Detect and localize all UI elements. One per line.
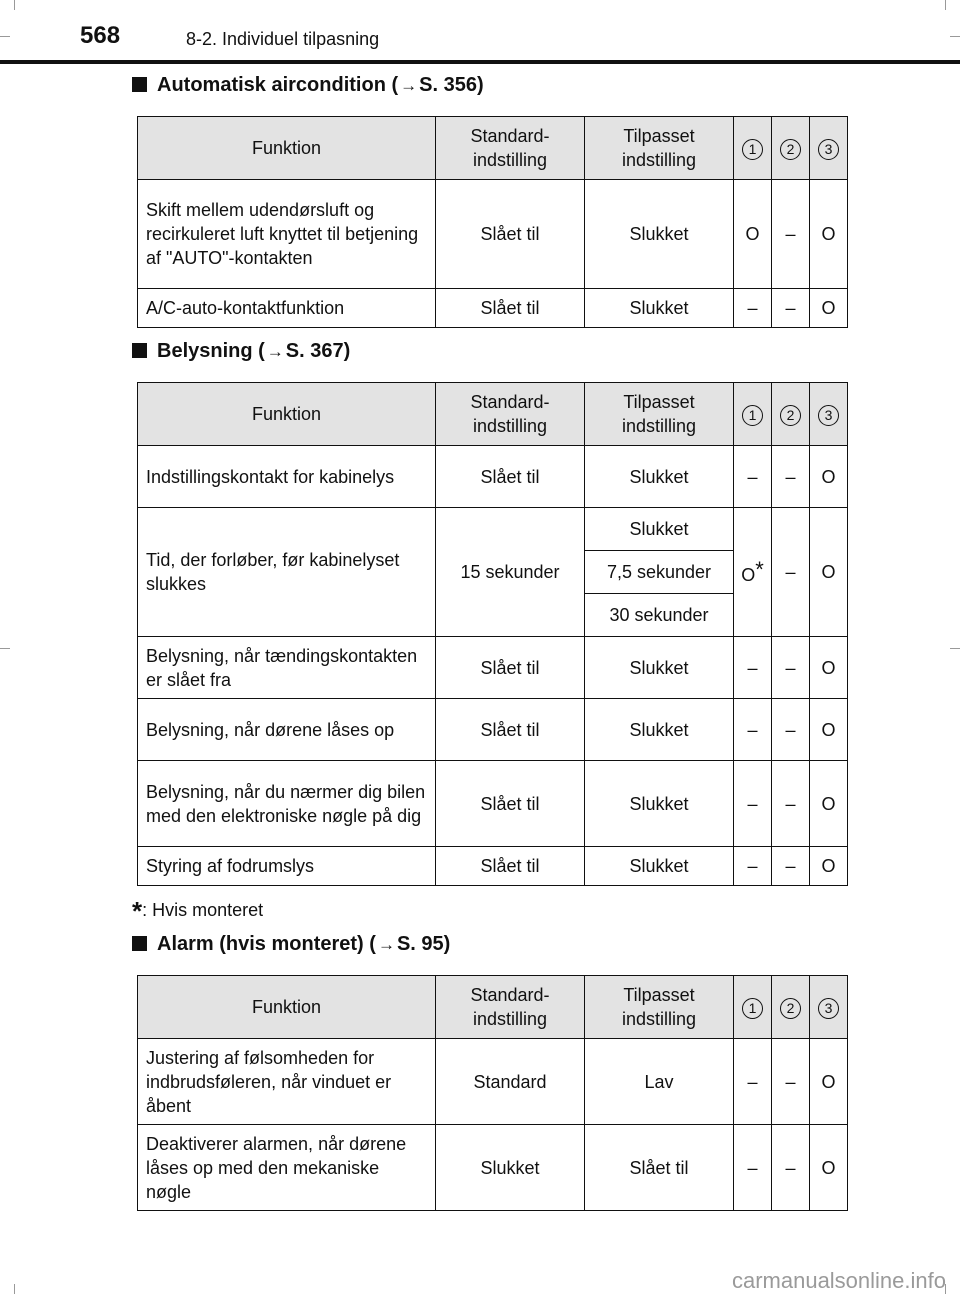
col3-cell: O (810, 699, 848, 761)
circled-number-3-icon: 3 (818, 139, 839, 160)
table-row (138, 1039, 848, 1125)
col3-cell: O (810, 446, 848, 508)
page-reference[interactable]: S. 95) (396, 933, 451, 955)
col3-cell: O (810, 1039, 848, 1125)
column-header-function: Funktion (138, 976, 436, 1039)
col2-cell: – (772, 1125, 810, 1211)
crop-mark (14, 0, 15, 10)
column-header-3 (810, 383, 848, 446)
arrow-right-icon: → (400, 76, 418, 95)
column-header-2 (772, 976, 810, 1039)
column-header-custom: Tilpasset indstilling (585, 976, 734, 1039)
col2-cell: – (772, 761, 810, 847)
col2-cell: – (772, 699, 810, 761)
custom-cell: Slået til (585, 1125, 734, 1211)
col1-cell: – (734, 761, 772, 847)
section-title-belysning (132, 340, 350, 363)
col2-cell: – (772, 446, 810, 508)
col1-cell: – (734, 289, 772, 328)
col1-cell: O (734, 180, 772, 289)
standard-cell: Slået til (436, 699, 585, 761)
footnote-text: : Hvis monteret (142, 900, 264, 920)
col1-cell (734, 508, 772, 637)
column-header-2 (772, 383, 810, 446)
column-header-function: Funktion (138, 117, 436, 180)
table-row (138, 699, 848, 761)
col3-cell: O (810, 289, 848, 328)
watermark: carmanualsonline.info (731, 1268, 946, 1293)
footnote-star-icon: * (132, 896, 143, 926)
col1-cell: – (734, 446, 772, 508)
custom-cell: Slukket (585, 446, 734, 508)
column-header-1 (734, 383, 772, 446)
col3-cell: O (810, 761, 848, 847)
table-row (138, 289, 848, 328)
col1-cell: – (734, 637, 772, 699)
page-number: 568 (80, 22, 121, 49)
custom-cell: Slukket (585, 699, 734, 761)
circled-number-1-icon: 1 (742, 405, 763, 426)
col2-cell: – (772, 847, 810, 886)
circled-number-3-icon: 3 (818, 405, 839, 426)
custom-option-cell: Slukket (585, 508, 734, 551)
custom-option-cell: 7,5 sekunder (585, 551, 734, 594)
column-header-standard: Standard- indstilling (436, 117, 585, 180)
column-header-standard: Standard- indstilling (436, 976, 585, 1039)
table-belysning (137, 382, 848, 886)
table-header-row (138, 117, 848, 180)
crop-mark (0, 36, 10, 37)
footnote (132, 896, 263, 927)
circled-number-2-icon: 2 (780, 998, 801, 1019)
crop-mark (14, 1284, 15, 1294)
custom-cell: Slukket (585, 847, 734, 886)
square-bullet-icon (132, 343, 147, 358)
circled-number-3-icon: 3 (818, 998, 839, 1019)
table-row (138, 446, 848, 508)
col3-cell: O (810, 1125, 848, 1211)
circled-number-1-icon: 1 (742, 139, 763, 160)
custom-cell: Lav (585, 1039, 734, 1125)
table-alarm (137, 975, 848, 1211)
standard-cell: Slukket (436, 1125, 585, 1211)
standard-cell: 15 sekunder (436, 508, 585, 637)
col1-cell: – (734, 1039, 772, 1125)
col3-cell: O (810, 180, 848, 289)
col2-cell: – (772, 1039, 810, 1125)
function-cell: Styring af fodrumslys (138, 847, 436, 886)
column-header-custom: Tilpasset indstilling (585, 383, 734, 446)
col3-cell: O (810, 847, 848, 886)
custom-cell: Slukket (585, 289, 734, 328)
custom-cell: Slukket (585, 180, 734, 289)
table-row (138, 508, 848, 551)
col1-value: O (741, 564, 756, 585)
function-cell: Belysning, når tændingskontakten er slået fra (138, 637, 436, 699)
square-bullet-icon (132, 936, 147, 951)
function-cell: Tid, der forløber, før kabinelyset slukkes (138, 508, 436, 637)
table-row (138, 180, 848, 289)
column-header-custom: Tilpasset indstilling (585, 117, 734, 180)
crop-mark (945, 0, 946, 10)
chapter-title: 8-2. Individuel tilpasning (186, 29, 380, 49)
col2-cell: – (772, 508, 810, 637)
col2-cell: – (772, 180, 810, 289)
custom-cell: Slukket (585, 637, 734, 699)
column-header-function: Funktion (138, 383, 436, 446)
custom-cell: Slukket (585, 761, 734, 847)
standard-cell: Slået til (436, 446, 585, 508)
column-header-2 (772, 117, 810, 180)
table-row (138, 1125, 848, 1211)
standard-cell: Slået til (436, 637, 585, 699)
table-row (138, 847, 848, 886)
section-title-alarm (132, 933, 450, 956)
col1-cell: – (734, 847, 772, 886)
section-title-text: Belysning ( (157, 340, 265, 362)
standard-cell: Standard (436, 1039, 585, 1125)
header-rule (0, 60, 960, 64)
col2-cell: – (772, 289, 810, 328)
circled-number-2-icon: 2 (780, 139, 801, 160)
function-cell: A/C-auto-kontaktfunktion (138, 289, 436, 328)
circled-number-2-icon: 2 (780, 405, 801, 426)
section-title-text: Automatisk aircondition ( (157, 74, 399, 96)
col1-cell: – (734, 1125, 772, 1211)
col3-cell: O (810, 637, 848, 699)
column-header-1 (734, 117, 772, 180)
standard-cell: Slået til (436, 289, 585, 328)
column-header-3 (810, 117, 848, 180)
custom-option-cell: 30 sekunder (585, 594, 734, 637)
arrow-right-icon: → (377, 935, 395, 954)
crop-mark (0, 648, 10, 649)
table-header-row (138, 976, 848, 1039)
function-cell: Skift mellem udendørsluft og recirkuleret luft knyttet til betjening af "AUTO"-kontakten (138, 180, 436, 289)
column-header-1 (734, 976, 772, 1039)
section-title-aircondition (132, 74, 484, 97)
function-cell: Belysning, når du nærmer dig bilen med den elektroniske nøgle på dig (138, 761, 436, 847)
table-header-row (138, 383, 848, 446)
arrow-right-icon: → (266, 342, 284, 361)
page-reference[interactable]: S. 367) (285, 340, 351, 362)
section-title-text: Alarm (hvis monteret) ( (157, 933, 376, 955)
function-cell: Belysning, når dørene låses op (138, 699, 436, 761)
crop-mark (950, 36, 960, 37)
crop-mark (950, 648, 960, 649)
col2-cell: – (772, 637, 810, 699)
column-header-standard: Standard- indstilling (436, 383, 585, 446)
footnote-star-icon: * (755, 556, 764, 582)
circled-number-1-icon: 1 (742, 998, 763, 1019)
function-cell: Justering af følsomheden for indbrudsføleren, når vinduet er åbent (138, 1039, 436, 1125)
col1-cell: – (734, 699, 772, 761)
col3-cell: O (810, 508, 848, 637)
standard-cell: Slået til (436, 180, 585, 289)
column-header-3 (810, 976, 848, 1039)
page-header (0, 0, 960, 64)
table-row (138, 761, 848, 847)
table-row (138, 637, 848, 699)
standard-cell: Slået til (436, 761, 585, 847)
table-aircondition (137, 116, 848, 328)
standard-cell: Slået til (436, 847, 585, 886)
function-cell: Indstillingskontakt for kabinelys (138, 446, 436, 508)
page-reference[interactable]: S. 356) (419, 74, 484, 96)
square-bullet-icon (132, 77, 147, 92)
function-cell: Deaktiverer alarmen, når dørene låses op med den mekaniske nøgle (138, 1125, 436, 1211)
